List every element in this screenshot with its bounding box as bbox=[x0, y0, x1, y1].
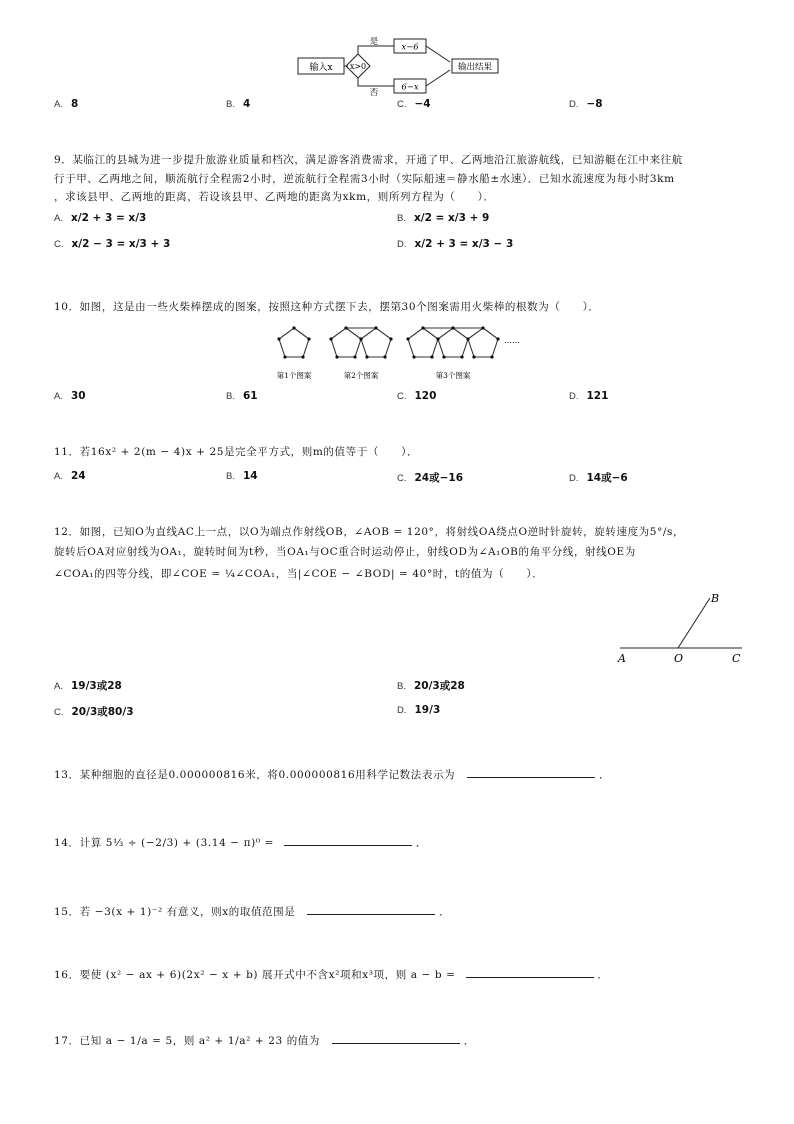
q9-option-a[interactable]: A. x/2 + 3 = x/3 bbox=[54, 212, 147, 224]
q14-answer-blank[interactable] bbox=[284, 834, 412, 846]
flow-bottom-text: 6−x bbox=[401, 82, 419, 93]
q10-option-c[interactable]: C. 120 bbox=[397, 390, 437, 402]
q8-option-b[interactable]: B. 4 bbox=[226, 98, 251, 110]
q13-answer-blank[interactable] bbox=[467, 766, 595, 778]
q16-row bbox=[54, 966, 609, 982]
q11-option-c[interactable]: C. 24或−16 bbox=[397, 472, 464, 484]
q8-flowchart bbox=[290, 34, 510, 96]
q10-option-b[interactable]: B. 61 bbox=[226, 390, 258, 402]
q13-end: ． bbox=[599, 769, 611, 781]
q12-option-c[interactable]: C. 20/3或80/3 bbox=[54, 706, 134, 718]
q12-option-a[interactable]: A. 19/3或28 bbox=[54, 680, 122, 692]
q10-stem: 10．如图，这是由一些火柴棒摆成的图案，按照这种方式摆下去，摆第30个图案需用火柴棒的根数为（ ）． bbox=[54, 301, 600, 313]
q12-option-d[interactable]: D. 19/3 bbox=[397, 704, 441, 716]
flow-top-text: x−6 bbox=[401, 42, 419, 53]
q10-caption-3: 第3个图案 bbox=[435, 371, 471, 380]
flow-no-label: 否 bbox=[369, 88, 379, 96]
q12-line3: ∠COA₁的四等分线，即∠COE = ¼∠COA₁，当|∠COE − ∠BOD| = 40°时，t的值为（ ）． bbox=[54, 568, 544, 580]
q10-ellipsis: …… bbox=[504, 336, 520, 345]
q8-option-d[interactable]: D. −8 bbox=[569, 98, 603, 110]
q16-end: ． bbox=[597, 969, 609, 981]
pattern-1 bbox=[279, 328, 309, 357]
q10-caption-1: 第1个图案 bbox=[276, 371, 312, 380]
q17-end: ． bbox=[463, 1035, 476, 1047]
point-c-label: C bbox=[732, 652, 741, 665]
pattern-2 bbox=[331, 328, 391, 357]
q11-option-a[interactable]: A. 24 bbox=[54, 470, 86, 482]
q17-row bbox=[54, 1032, 475, 1048]
q11-option-d[interactable]: D. 14或−6 bbox=[569, 472, 628, 484]
q8-option-c[interactable]: C. −4 bbox=[397, 98, 431, 110]
q12-angle-figure bbox=[612, 588, 752, 666]
q9-line3: ，求该县甲、乙两地的距离，若设该县甲、乙两地的距离为xkm，则所列方程为（ ）． bbox=[54, 191, 495, 203]
q12-line2: 旋转后OA对应射线为OA₁，旋转时间为t秒，当OA₁与OC重合时运动停止，射线OD为∠A₁OB的角平分线，射线OE为 bbox=[54, 546, 636, 558]
point-a-label: A bbox=[618, 652, 626, 665]
q15-end: ． bbox=[439, 906, 451, 918]
flow-yes-label: 是 bbox=[369, 37, 379, 47]
q15-row bbox=[54, 903, 450, 919]
q14-end: ． bbox=[415, 837, 427, 849]
q10-option-a[interactable]: A. 30 bbox=[54, 390, 86, 402]
q15-answer-blank[interactable] bbox=[307, 903, 435, 915]
flow-cond-text: x>0 bbox=[349, 62, 367, 71]
q15-stem: 15．若 −3(x + 1)⁻² 有意义，则x的取值范围是 bbox=[54, 906, 296, 918]
flow-output-text: 输出结果 bbox=[457, 62, 493, 73]
q12-option-b[interactable]: B. 20/3或28 bbox=[397, 680, 465, 692]
flow-input-text: 输入x bbox=[309, 63, 333, 73]
q14-row bbox=[54, 834, 427, 850]
point-b-label: B bbox=[711, 592, 720, 605]
q11-stem: 11．若16x² + 2(m − 4)x + 25是完全平方式，则m的值等于（ ）． bbox=[54, 446, 419, 458]
q8-option-a[interactable]: A. 8 bbox=[54, 98, 79, 110]
q9-option-c[interactable]: C. x/2 − 3 = x/3 + 3 bbox=[54, 238, 171, 250]
q9-line2: 行于甲、乙两地之间，顺流航行全程需2小时，逆流航行全程需3小时（实际船速＝静水船±水速）．已知水流速度为每小时3km bbox=[54, 173, 675, 185]
q16-answer-blank[interactable] bbox=[466, 966, 594, 978]
q13-row bbox=[54, 766, 610, 782]
q9-line1: 9．某临江的县城为进一步提升旅游业质量和档次，满足游客消费需求，开通了甲、乙两地沿江旅游航线，已知游艇在江中来往航 bbox=[54, 154, 683, 166]
q11-option-b[interactable]: B. 14 bbox=[226, 470, 258, 482]
point-o-label: O bbox=[674, 652, 684, 665]
q10-matchstick-figure bbox=[266, 320, 536, 388]
q16-stem: 16．要使 (x² − ax + 6)(2x² − x + b) 展开式中不含x²项和x³项，则 a − b = bbox=[54, 969, 456, 981]
pattern-3 bbox=[408, 328, 498, 357]
q13-stem: 13．某种细胞的直径是0.000000816米，将0.000000816用科学记数法表示为 bbox=[54, 769, 456, 781]
q17-stem: 17．已知 a − 1/a = 5，则 a² + 1/a² + 23 的值为 bbox=[54, 1035, 321, 1047]
q9-option-d[interactable]: D. x/2 + 3 = x/3 − 3 bbox=[397, 238, 514, 250]
q9-option-b[interactable]: B. x/2 = x/3 + 9 bbox=[397, 212, 490, 224]
ray-ob bbox=[678, 598, 710, 648]
q14-stem: 14．计算 5⅓ ÷ (−2/3) + (3.14 − π)⁰ = bbox=[54, 837, 274, 849]
q12-line1: 12．如图，已知O为直线AC上一点，以O为端点作射线OB，∠AOB = 120°，将射线OA绕点O逆时针旋转，旋转速度为5°/s， bbox=[54, 526, 685, 538]
q17-answer-blank[interactable] bbox=[332, 1032, 460, 1044]
q10-caption-2: 第2个图案 bbox=[343, 371, 379, 380]
q10-option-d[interactable]: D. 121 bbox=[569, 390, 609, 402]
